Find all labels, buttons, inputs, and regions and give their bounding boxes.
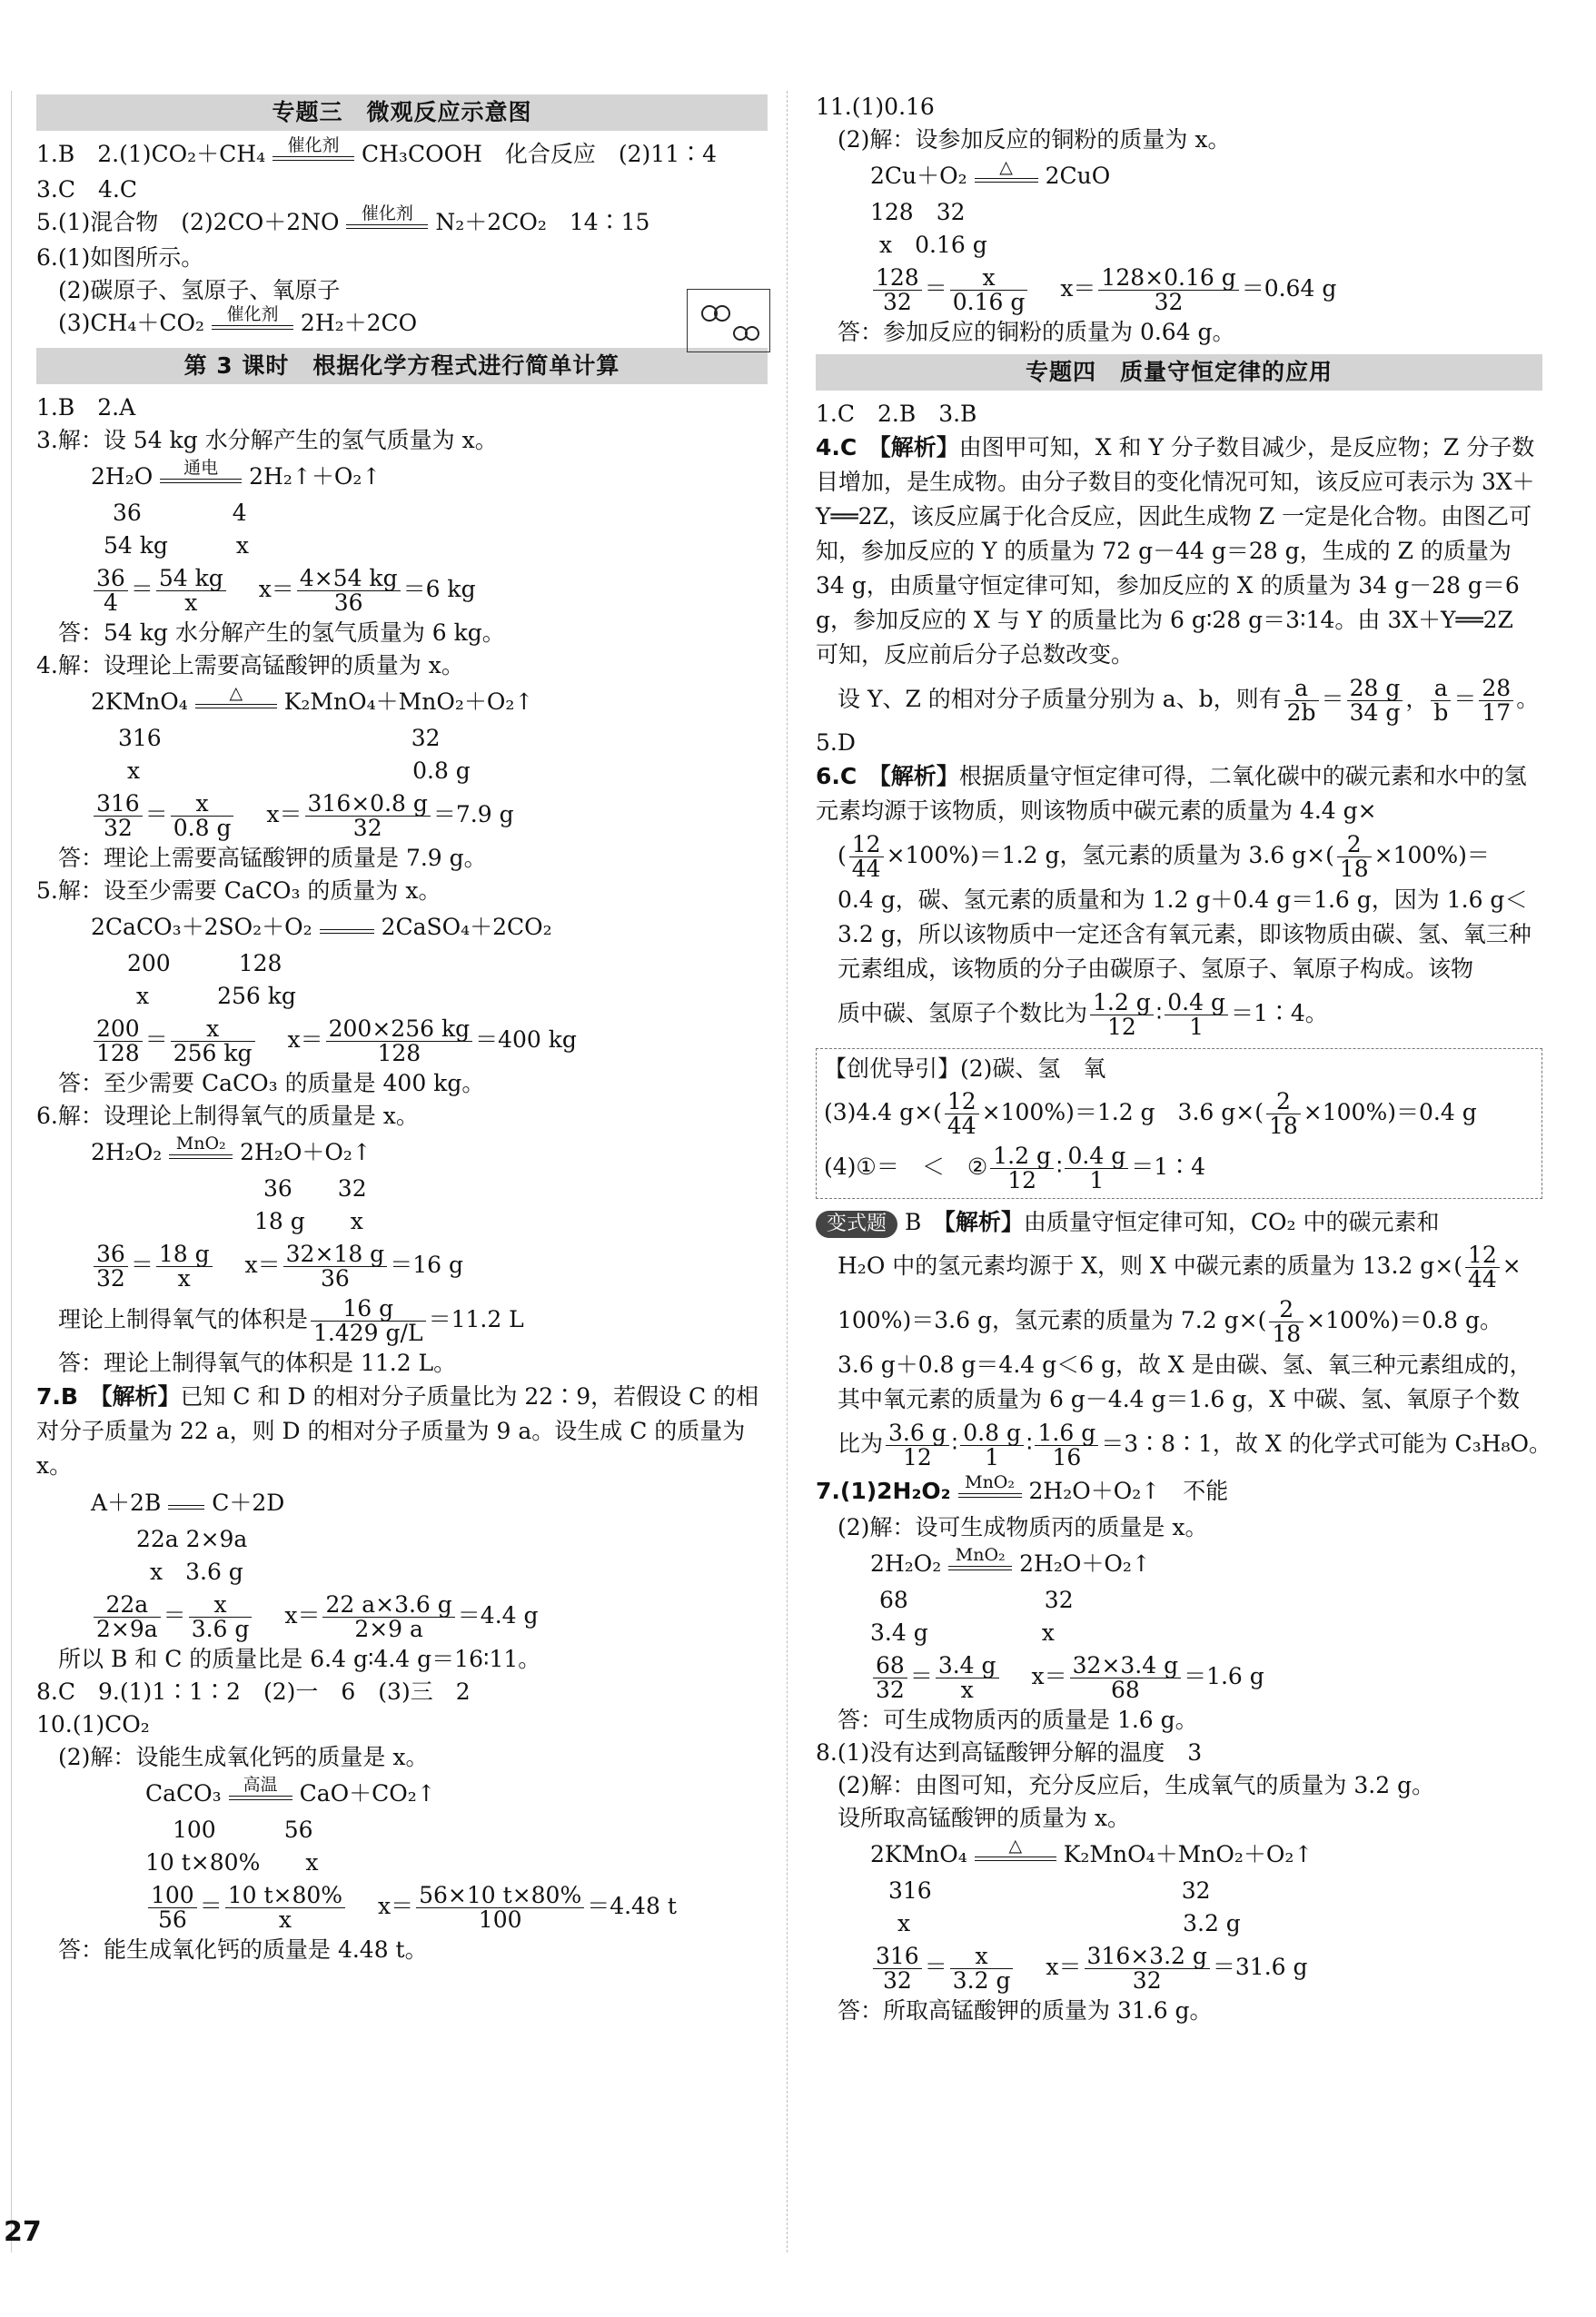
text: C＋2D xyxy=(212,1490,285,1516)
proportion: $\frac{316}{32}$ ＝ $\frac{x}{3.2 g}$ x＝ $\frac{316\times 3.2 g}{32}$ ＝31.6 g xyxy=(816,1940,1542,1995)
proportion: $\frac{22a}{2\times 9a}$ ＝ $\frac{x}{3.6 g}$ x＝ $\frac{22 a\times 3.6 g}{2\times 9 a}$ ＝4.4 g xyxy=(36,1589,768,1643)
denominator: 100 xyxy=(478,1906,522,1933)
numerator: 0.4 g xyxy=(1065,1144,1128,1169)
answer-line: 6.(1)如图所示。 xyxy=(36,244,204,271)
text: ×100% xyxy=(886,842,970,868)
text: (4)①＝ ＜ ② xyxy=(824,1154,988,1180)
denominator: 56 xyxy=(157,1906,187,1933)
text: 由图甲可知，X 和 Y 分子数目减少，是反应物；Z 分子数目增加，是生成物。由分子数目的变化情况可知，该反应可表示为 3X＋Y══2Z，该反应属于化合反应，因此生成物 Z 一定是化合物。由图乙可知，参加反应的 Y 的质量为 72 g－44 g＝28 g，生成的 Z 的质量为 34 g，由质量守恒定律可知，参加反应的 X 的质量为 34 g－28 g＝6 g，参加反应的 X 与 Y 的质量比为 6 g∶28 g＝3∶14。由 3X＋Y══2Z 可知，反应前后分子总数改变。 xyxy=(816,434,1535,668)
denominator: 32 xyxy=(876,1677,905,1703)
denominator: 32 xyxy=(103,815,133,841)
answer-line: 答：理论上制得氧气的体积是 11.2 L。 xyxy=(58,1350,457,1376)
answer-line: 3.解：设 54 kg 水分解产生的氢气质量为 x。 xyxy=(36,427,498,453)
analysis-tag: 【解析】 xyxy=(100,1383,181,1410)
numerator: 316×3.2 g xyxy=(1085,1945,1210,1969)
condition: △ xyxy=(229,683,243,703)
denominator: 128 xyxy=(96,1040,140,1066)
condition: 催化剂 xyxy=(361,203,413,223)
condition: △ xyxy=(999,157,1013,177)
text: ＝3.6 g，氢元素的质量为 7.2 g× xyxy=(911,1307,1258,1333)
text: ＝1.6 g xyxy=(1184,1663,1264,1689)
text: × xyxy=(1502,1253,1522,1279)
answer-line: 5.解：设至少需要 CaCO₃ 的质量为 x。 xyxy=(36,877,441,904)
denominator: 17 xyxy=(1482,699,1512,726)
text: 100% xyxy=(838,1307,903,1333)
molecule-icon xyxy=(731,322,768,344)
denominator: 32 xyxy=(1154,289,1184,315)
numerator: x xyxy=(171,792,234,817)
mass-line: 36 4 xyxy=(113,500,247,526)
denominator: 32 xyxy=(882,289,912,315)
answer-line: 8.(1)没有达到高锰酸钾分解的温度 3 xyxy=(816,1739,1203,1766)
ratio-line: 质中碳、氢原子个数比为 $\frac{1.2 g}{12}$ ∶ $\frac{0.4 g}{1}$ ＝1∶4。 xyxy=(838,989,1328,1040)
text: ＝4.4 g xyxy=(457,1602,539,1629)
numerator: a xyxy=(1284,677,1319,701)
text: x＝ xyxy=(284,1602,321,1629)
answer-line: 8.C 9.(1)1∶1∶2 (2)一 6 (3)三 2 xyxy=(36,1678,471,1705)
denominator: 32 xyxy=(352,815,382,841)
denominator: 3.6 g xyxy=(191,1616,250,1642)
condition: MnO₂ xyxy=(965,1472,1015,1492)
numerator: 3.6 g xyxy=(886,1421,949,1446)
mass-line: x 3.6 g xyxy=(150,1559,243,1585)
reaction-arrow xyxy=(346,203,428,242)
numerator: 2 xyxy=(1269,1298,1304,1322)
text: ＝31.6 g xyxy=(1212,1954,1308,1980)
section-header-lesson-3: 第 3 课时 根据化学方程式进行简单计算 xyxy=(36,348,768,384)
numerator: 18 g xyxy=(156,1243,213,1267)
numerator: 12 xyxy=(945,1090,979,1114)
text: 7.(1)2H₂O₂ xyxy=(816,1478,951,1504)
denominator: 18 xyxy=(1268,1113,1298,1139)
answer-line xyxy=(36,203,768,242)
answer-line xyxy=(36,304,768,342)
numerator: 56×10 t×80% xyxy=(416,1884,584,1908)
reaction-arrow xyxy=(229,1777,292,1813)
equation xyxy=(36,457,768,497)
guidance-box xyxy=(816,1048,1542,1199)
numerator: x xyxy=(950,1945,1014,1969)
denominator: b xyxy=(1433,699,1449,726)
mass-line: 200 128 xyxy=(127,950,283,976)
text: 2H₂↑＋O₂↑ xyxy=(249,463,382,490)
condition: 高温 xyxy=(243,1775,278,1795)
numerator: 36 xyxy=(94,567,128,591)
text: ＝0.4 g xyxy=(1395,1099,1477,1125)
text: ×100% xyxy=(1303,1099,1388,1125)
answer-line: (2)碳原子、氢原子、氧原子 xyxy=(58,277,341,303)
numerator: 0.4 g xyxy=(1165,991,1228,1015)
text: 2H₂O＋O₂↑ xyxy=(1019,1550,1151,1577)
text: 比为 xyxy=(838,1431,884,1457)
text: 6.C xyxy=(816,763,857,789)
reaction-arrow xyxy=(975,1838,1056,1874)
text: ＝6 kg xyxy=(402,576,476,602)
answer-line: (2)解：设可生成物质丙的质量是 x。 xyxy=(838,1514,1208,1540)
reaction-arrow xyxy=(212,304,293,342)
answer-line: 6.解：设理论上制得氧气的质量是 x。 xyxy=(36,1103,419,1129)
reaction-arrow xyxy=(948,1545,1012,1583)
text: 4.C xyxy=(816,434,857,460)
numerator: 10 t×80% xyxy=(225,1884,345,1908)
condition: 催化剂 xyxy=(226,304,279,324)
text: 5.(1)混合物 (2)2CO＋2NO xyxy=(36,209,340,235)
answer-line: 11.(1)0.16 xyxy=(816,94,935,120)
denominator: 36 xyxy=(333,589,363,616)
denominator: 12 xyxy=(1007,1167,1037,1193)
answer-paragraph: 3.6 g＋0.8 g＝4.4 g＜6 g，故 X 是由碳、氢、氧三种元素组成的，其中氧元素的质量为 6 g－4.4 g＝1.6 g，X 中碳、氢、氧原子个数 xyxy=(838,1352,1532,1412)
denominator: 32 xyxy=(96,1265,125,1292)
denominator: 1 xyxy=(1089,1167,1105,1193)
denominator: 18 xyxy=(1339,856,1369,882)
proportion: $\frac{200}{128}$ ＝ $\frac{x}{256 kg}$ x＝ $\frac{200\times 256 kg}{128}$ ＝400 kg xyxy=(36,1013,768,1067)
denominator: 2×9 a xyxy=(354,1616,423,1642)
denominator: x xyxy=(278,1906,292,1933)
reaction-arrow xyxy=(169,1136,233,1172)
answer-line: 4.解：设理论上需要高锰酸钾的质量为 x。 xyxy=(36,652,464,678)
answer-line: 1.B 2.A xyxy=(36,394,136,421)
numerator: 2 xyxy=(1266,1090,1301,1114)
analysis-tag: 【解析】 xyxy=(879,434,959,460)
text: 2KMnO₄ xyxy=(91,688,188,715)
answer-line: 1.C 2.B 3.B xyxy=(816,401,977,427)
numerator: 200×256 kg xyxy=(326,1017,472,1042)
text: (3)4.4 g× xyxy=(824,1099,934,1125)
answer-paragraph xyxy=(36,1380,768,1483)
text: ＝3∶8∶1，故 X 的化学式可能为 C₃H₈O。 xyxy=(1101,1431,1552,1457)
mass-line: 316 32 xyxy=(888,1877,1211,1904)
numerator: 3.4 g xyxy=(936,1654,999,1678)
text: ×100% xyxy=(981,1099,1066,1125)
equation xyxy=(36,1133,768,1173)
numerator: x xyxy=(189,1593,253,1618)
mass-line: 36 32 xyxy=(263,1175,367,1202)
proportion: $\frac{100}{56}$ ＝ $\frac{10 t\times 80\%}{x}$ x＝ $\frac{56\times 10 t\times 80\%}{100}$ ＝4.48 t xyxy=(36,1879,768,1934)
numerator: 22 a×3.6 g xyxy=(322,1593,454,1618)
numerator: 128×0.16 g xyxy=(1098,266,1238,291)
proportion: $\frac{316}{32}$ ＝ $\frac{x}{0.8 g}$ x＝ $\frac{316\times 0.8 g}{32}$ ＝7.9 g xyxy=(36,787,768,842)
calc-line: 100%)＝3.6 g，氢元素的质量为 7.2 g×( $\frac{2}{18}$ ×100%)＝0.8 g。 xyxy=(838,1296,1503,1347)
equation xyxy=(816,156,1542,196)
numerator: 32×18 g xyxy=(283,1243,388,1267)
answer-line: 答：理论上需要高锰酸钾的质量是 7.9 g。 xyxy=(58,845,487,871)
denominator: 32 xyxy=(882,1967,912,1994)
text: H₂O 中的氢元素均源于 X，则 X 中碳元素的质量为 13.2 g× xyxy=(838,1253,1454,1279)
numerator: 316 xyxy=(873,1945,922,1969)
reaction-arrow xyxy=(160,460,242,496)
denominator: 34 g xyxy=(1349,699,1401,726)
denominator: 0.16 g xyxy=(952,289,1026,315)
answer-line: 5.D xyxy=(816,729,856,756)
text: 2CaCO₃＋2SO₂＋O₂ xyxy=(91,914,312,940)
proportion: 设 Y、Z 的相对分子质量分别为 a、b，则有 $\frac{a}{2b}$ ＝ $\frac{28 g}{34 g}$ ， $\frac{a}{b}$ ＝ $\frac{28}{17}$ 。 xyxy=(838,675,1540,726)
text: 2H₂O₂ xyxy=(91,1139,163,1165)
numerator: x xyxy=(171,1017,255,1042)
answer-line: 答：能生成氧化钙的质量是 4.48 t。 xyxy=(58,1936,428,1963)
text: 2H₂O₂ xyxy=(870,1550,942,1577)
denominator: 1 xyxy=(985,1444,1000,1470)
proportion: $\frac{128}{32}$ ＝ $\frac{x}{0.16 g}$ x＝ $\frac{128\times 0.16 g}{32}$ ＝0.64 g xyxy=(816,262,1542,316)
proportion: $\frac{36}{4}$ ＝ $\frac{54 kg}{x}$ x＝ $\frac{4\times 54 kg}{36}$ ＝6 kg xyxy=(36,562,768,617)
calc-line: H₂O 中的氢元素均源于 X，则 X 中碳元素的质量为 13.2 g×( $\frac{12}{44}$ × xyxy=(838,1242,1522,1292)
equation xyxy=(36,1483,768,1523)
text: ＝ xyxy=(1466,842,1490,868)
answer-line: 答：所取高锰酸钾的质量为 31.6 g。 xyxy=(838,1997,1213,2024)
reaction-arrow xyxy=(958,1472,1022,1510)
condition: MnO₂ xyxy=(175,1134,226,1154)
mass-line: 22a 2×9a xyxy=(136,1526,248,1552)
text: 2CaSO₄＋2CO₂ xyxy=(381,914,552,940)
denominator: 256 kg xyxy=(173,1040,253,1066)
analysis-tag: 【解析】 xyxy=(944,1209,1024,1235)
numerator: a xyxy=(1431,677,1451,701)
text: ＝1∶4 xyxy=(1131,1154,1206,1180)
analysis-tag: 【解析】 xyxy=(879,763,959,789)
numerator: 1.2 g xyxy=(990,1144,1054,1169)
text: x＝ xyxy=(258,576,294,602)
answer-paragraph: 0.4 g，碳、氢元素的质量和为 1.2 g＋0.4 g＝1.6 g，因为 1.6 g＜3.2 g，所以该物质中一定还含有氧元素，即该物质由碳、氢、氧三种元素组成，该物质的分子由碳原子、氢原子、氧原子构成。该物 xyxy=(838,886,1532,982)
condition: MnO₂ xyxy=(955,1545,1006,1565)
equation xyxy=(36,682,768,722)
variant-line xyxy=(816,1206,1542,1239)
text: x＝ xyxy=(266,801,302,827)
text: ＝16 g xyxy=(390,1252,463,1278)
text: CaCO₃ xyxy=(145,1780,222,1807)
numerator: 2 xyxy=(1337,833,1372,857)
text: 根据质量守恒定律可得，二氧化碳中的碳元素和水中的氢元素均源于该物质，则该物质中碳元素的质量为 4.4 g× xyxy=(816,763,1527,824)
text: ＝7.9 g xyxy=(432,801,514,827)
text: B xyxy=(904,1209,922,1235)
answer-paragraph xyxy=(816,431,1542,672)
answer-line: 所以 B 和 C 的质量比是 6.4 g∶4.4 g＝16∶11。 xyxy=(58,1646,541,1672)
text: CaO＋CO₂↑ xyxy=(299,1780,436,1807)
text: 理论上制得氧气的体积是 xyxy=(58,1306,309,1332)
denominator: 44 xyxy=(851,856,881,882)
text: A＋2B xyxy=(91,1490,162,1516)
text: 由质量守恒定律可知，CO₂ 中的碳元素和 xyxy=(1023,1209,1440,1235)
denominator: 0.8 g xyxy=(173,815,232,841)
text: x＝ xyxy=(378,1893,414,1919)
text: 2H₂O＋O₂↑ 不能 xyxy=(1028,1478,1229,1504)
text: ×100% xyxy=(1373,842,1459,868)
denominator: 12 xyxy=(902,1444,932,1470)
text: 1.B 2.(1)CO₂＋CH₄ xyxy=(36,141,266,167)
mass-line: x 0.8 g xyxy=(127,757,471,784)
text: ＝1∶4。 xyxy=(1230,1000,1328,1026)
answer-line: (2)解：设参加反应的铜粉的质量为 x。 xyxy=(838,126,1231,153)
text: 已知 C 和 D 的相对分子质量比为 22∶9，若假设 C 的相对分子质量为 22 a，则 D 的相对分子质量为 9 a。设生成 C 的质量为 x。 xyxy=(36,1383,759,1479)
numerator: 316 xyxy=(94,792,143,817)
denominator: x xyxy=(184,589,198,616)
numerator: 36 xyxy=(94,1243,128,1267)
text: ＝4.48 t xyxy=(587,1893,677,1919)
text: CH₃COOH 化合反应 (2)11∶4 xyxy=(362,141,718,167)
answer-line: 设所取高锰酸钾的质量为 x。 xyxy=(838,1805,1131,1831)
reaction-arrow xyxy=(975,157,1038,195)
text: 2Cu＋O₂ xyxy=(870,163,967,189)
calc-line: ( $\frac{12}{44}$ ×100%)＝1.2 g，氢元素的质量为 3.6 g×( $\frac{2}{18}$ ×100%)＝ xyxy=(838,831,1490,882)
denominator: 68 xyxy=(1110,1677,1140,1703)
text: x＝ xyxy=(287,1026,323,1053)
numerator: 68 xyxy=(873,1654,907,1678)
mass-line: x 256 kg xyxy=(136,983,296,1009)
reaction-arrow xyxy=(320,911,374,946)
answer-line xyxy=(36,135,768,173)
text: 7.B xyxy=(36,1383,78,1410)
volume-line xyxy=(36,1292,768,1347)
denominator: 44 xyxy=(1467,1266,1497,1292)
denominator: 3.2 g xyxy=(952,1967,1011,1994)
equation xyxy=(816,1835,1542,1875)
guidance-line: (4)①＝ ＜ ② $\frac{1.2 g}{12}$ ∶ $\frac{0.4 g}{1}$ ＝1∶4 xyxy=(824,1143,1206,1193)
mass-line: 10 t×80% x xyxy=(145,1849,319,1876)
reaction-arrow xyxy=(195,683,277,721)
numerator: 54 kg xyxy=(156,567,226,591)
guidance-line: 【创优导引】(2)碳、氢 氧 xyxy=(824,1055,1106,1082)
equation xyxy=(36,907,768,947)
molecule-icon xyxy=(700,302,737,324)
reaction-arrow xyxy=(273,135,354,173)
section-header-topic-4: 专题四 质量守恒定律的应用 xyxy=(816,354,1542,391)
answer-line: (2)解：由图可知，充分反应后，生成氧气的质量为 3.2 g。 xyxy=(838,1772,1435,1798)
denominator: 1 xyxy=(1189,1014,1204,1040)
mass-line: 3.4 g x xyxy=(870,1619,1055,1646)
text: 2H₂O xyxy=(91,463,154,490)
text: 2H₂O＋O₂↑ xyxy=(240,1139,372,1165)
numerator: 22a xyxy=(94,1593,161,1618)
text: K₂MnO₄＋MnO₂＋O₂↑ xyxy=(283,688,534,715)
answer-line: 10.(1)CO₂ xyxy=(36,1711,150,1738)
text: x＝ xyxy=(1060,275,1096,302)
text: ＝0.8 g。 xyxy=(1399,1307,1503,1333)
variant-badge: 变式题 xyxy=(816,1211,897,1238)
mass-line: x 3.2 g xyxy=(897,1910,1241,1936)
reaction-arrow xyxy=(168,1487,204,1522)
text: 2H₂＋2CO xyxy=(300,310,418,336)
numerator: 28 g xyxy=(1347,677,1403,701)
mass-line: 18 g x xyxy=(254,1208,363,1234)
answer-line: 答：54 kg 水分解产生的氢气质量为 6 kg。 xyxy=(58,619,505,646)
text: 设 Y、Z 的相对分子质量分别为 a、b，则有 xyxy=(838,686,1282,712)
left-column xyxy=(36,89,768,1966)
denominator: x xyxy=(960,1677,974,1703)
text: ＝0.64 g xyxy=(1241,275,1337,302)
equation xyxy=(816,1544,1542,1584)
text: ＝1.2 g，氢元素的质量为 3.6 g× xyxy=(978,842,1326,868)
guidance-line: (3)4.4 g×( $\frac{12}{44}$ ×100%)＝1.2 g 3.6 g×( $\frac{2}{18}$ ×100%)＝0.4 g xyxy=(824,1088,1477,1139)
text: N₂＋2CO₂ 14∶15 xyxy=(435,209,650,235)
numerator: x xyxy=(950,266,1028,291)
condition: 通电 xyxy=(183,458,219,478)
mass-line: x 0.16 g xyxy=(879,232,987,258)
text: 2KMnO₄ xyxy=(870,1841,967,1867)
text: 质中碳、氢原子个数比为 xyxy=(838,1000,1088,1026)
mass-line: 68 32 xyxy=(879,1587,1074,1613)
text: ＝1.2 g 3.6 g× xyxy=(1074,1099,1255,1125)
numerator: 28 xyxy=(1479,677,1513,701)
numerator: 128 xyxy=(873,266,922,291)
right-column xyxy=(816,91,1552,2027)
answer-line: 答：至少需要 CaCO₃ 的质量是 400 kg。 xyxy=(58,1070,485,1096)
denominator: 44 xyxy=(947,1113,976,1139)
text: ×100% xyxy=(1306,1307,1391,1333)
condition: 催化剂 xyxy=(287,135,340,155)
numerator: 100 xyxy=(148,1884,197,1908)
denominator: 18 xyxy=(1272,1321,1302,1347)
molecule-diagram xyxy=(687,289,770,352)
answer-line: 答：可生成物质丙的质量是 1.6 g。 xyxy=(838,1707,1198,1733)
answer-paragraph xyxy=(816,759,1542,828)
text: 2CuO xyxy=(1045,163,1111,189)
text: K₂MnO₄＋MnO₂＋O₂↑ xyxy=(1063,1841,1313,1867)
text: x＝ xyxy=(1046,1954,1082,1980)
left-margin-line xyxy=(11,91,12,2253)
denominator: 128 xyxy=(377,1040,421,1066)
answer-line: 3.C 4.C xyxy=(36,176,137,203)
numerator: 200 xyxy=(94,1017,143,1042)
mass-line: 100 56 xyxy=(173,1817,313,1843)
denominator: 12 xyxy=(1106,1014,1136,1040)
denominator: 36 xyxy=(321,1265,350,1292)
mass-line: 54 kg x xyxy=(104,532,250,559)
numerator: 4×54 kg xyxy=(297,567,401,591)
ratio-line: 比为 $\frac{3.6 g}{12}$ ∶ $\frac{0.8 g}{1}$ ∶ $\frac{1.6 g}{16}$ ＝3∶8∶1，故 X 的化学式可能为 C₃H₈O。 xyxy=(838,1420,1552,1470)
proportion: $\frac{36}{32}$ ＝ $\frac{18 g}{x}$ x＝ $\frac{32\times 18 g}{36}$ ＝16 g xyxy=(36,1238,768,1292)
numerator: 1.6 g xyxy=(1035,1421,1098,1446)
denominator: 16 xyxy=(1052,1444,1082,1470)
denominator: 2b xyxy=(1286,699,1316,726)
numerator: 12 xyxy=(1465,1243,1500,1268)
numerator: 12 xyxy=(849,833,884,857)
text: ＝11.2 L xyxy=(428,1306,524,1332)
page-number: 27 xyxy=(4,2216,42,2248)
numerator: 1.2 g xyxy=(1090,991,1154,1015)
answer-line: 答：参加反应的铜粉的质量为 0.64 g。 xyxy=(838,319,1235,345)
denominator: x xyxy=(177,1265,191,1292)
numerator: 16 g xyxy=(311,1297,426,1322)
denominator: 1.429 g/L xyxy=(313,1320,423,1346)
answer-line: (2)解：设能生成氧化钙的质量是 x。 xyxy=(58,1744,429,1770)
denominator: 2×9a xyxy=(96,1616,158,1642)
section-header-topic-3: 专题三 微观反应示意图 xyxy=(36,94,768,131)
text: ＝400 kg xyxy=(475,1026,577,1053)
numerator: 32×3.4 g xyxy=(1070,1654,1181,1678)
text: x＝ xyxy=(244,1252,281,1278)
numerator: 316×0.8 g xyxy=(305,792,431,817)
denominator: 32 xyxy=(1132,1967,1162,1994)
denominator: 4 xyxy=(103,589,118,616)
numerator: 0.8 g xyxy=(960,1421,1024,1446)
column-divider xyxy=(787,91,788,2253)
answer-line xyxy=(816,1471,1542,1511)
equation xyxy=(36,1774,768,1814)
text: x＝ xyxy=(1031,1663,1067,1689)
text: (3)CH₄＋CO₂ xyxy=(58,310,205,336)
mass-line: 128 32 xyxy=(870,199,966,225)
condition: △ xyxy=(1008,1836,1023,1856)
mass-line: 316 32 xyxy=(118,725,441,751)
proportion: $\frac{68}{32}$ ＝ $\frac{3.4 g}{x}$ x＝ $\frac{32\times 3.4 g}{68}$ ＝1.6 g xyxy=(816,1649,1542,1704)
